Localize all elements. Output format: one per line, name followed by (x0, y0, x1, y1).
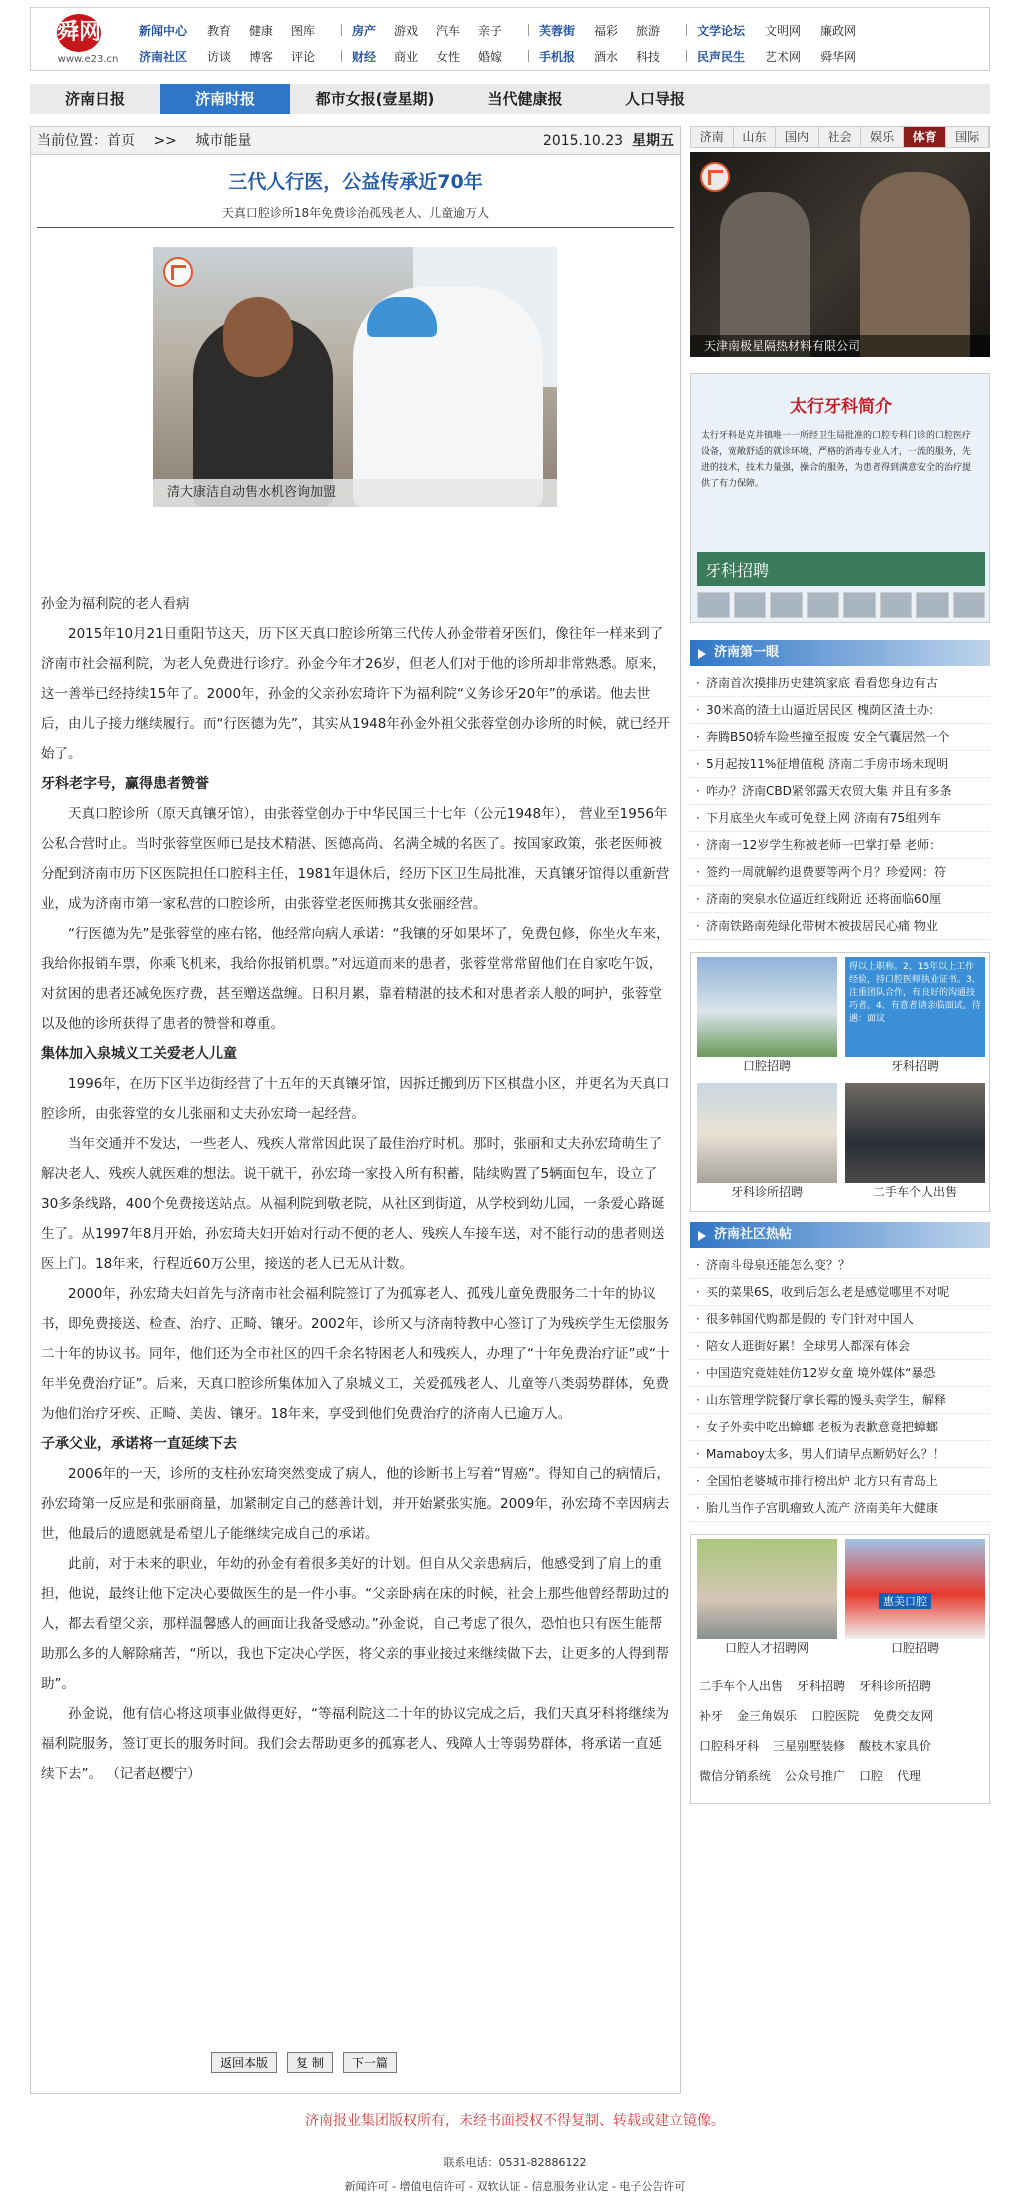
grid-caption[interactable]: 口腔人才招聘网 (724, 1641, 809, 1655)
nav-link[interactable]: 评论 (291, 49, 316, 64)
grid-cell[interactable] (697, 1539, 837, 1657)
paper-tab[interactable]: 都市女报(壹星期) (315, 90, 435, 108)
nav-link[interactable]: 访谈 (207, 49, 232, 64)
nav-link[interactable]: 酒水 (594, 49, 619, 64)
section-heading: 牙科老字号，赢得患者赞誉 (41, 776, 209, 792)
list-item[interactable]: · 下月底坐火车或可免登上网 济南有75组列车 (690, 805, 990, 832)
grid-cell[interactable] (697, 1083, 837, 1201)
article-photo[interactable] (153, 247, 557, 507)
list-item[interactable]: · 陪女人逛街好累！全球男人都深有体会 (690, 1333, 990, 1360)
news-tab[interactable]: 国际 (946, 127, 989, 147)
car-image (845, 1083, 985, 1183)
news-tab[interactable]: 济南 (691, 127, 734, 147)
grid-cell[interactable] (845, 1083, 985, 1201)
paragraph: 当年交通并不发达，一些老人、残疾人常常因此误了最佳治疗时机。那时，张丽和丈夫孙宏琦萌生了解决老人、残疾人就医难的想法。说干就干，孙宏琦一家投入所有积蓄，陆续购置了5辆面包车，设立了30多条线路，400个免费接送站点。从福利院到敬老院，从社区到街道，从学校到幼儿园，一条爱心路诞生了。从1997年8月开始，孙宏琦夫妇开始对行动不便的老人、残疾人车接车送，对不能行动的患者则送医上门。18年来，行程近60万公里，接送的老人已无从计数。 (41, 1136, 665, 1272)
list-item[interactable]: · 全国怕老婆城市排行榜出炉 北方只有青岛上 (690, 1468, 990, 1495)
paragraph: 孙金说，他有信心将这项事业做得更好，“等福利院这二十年的协议完成之后，我们天真牙科将继续为福利院服务，签订更长的服务时间。我们会去帮助更多的孤寡老人、残障人士等弱势群体，将承诺一直延续下去”。 （记者赵樱宁） (41, 1706, 669, 1782)
list-item[interactable]: · 很多韩国代购都是假的 专门针对中国人 (690, 1306, 990, 1333)
grid-caption[interactable]: 牙科诊所招聘 (730, 1185, 803, 1199)
ad-link[interactable]: 免费交友网 (873, 1709, 934, 1723)
grid-cell[interactable] (845, 1539, 985, 1657)
nav-link[interactable]: 女性 (436, 49, 461, 64)
nav-link[interactable]: 博客 (249, 49, 274, 64)
paragraph: 1996年，在历下区半边街经营了十五年的天真镶牙馆，因拆迁搬到历下区棋盘小区，并更名为天真口腔诊所，由张蓉堂的女儿张丽和丈夫孙宏琦一起经营。 (41, 1076, 670, 1122)
zoom-icon[interactable] (700, 162, 730, 192)
top-navigation (30, 7, 990, 71)
nav-link[interactable]: 旅游 (636, 23, 661, 38)
nav-link[interactable]: 手机报 (539, 49, 576, 64)
list-item[interactable]: · 签约一周就解约退费要等两个月？珍爱网：符 (690, 859, 990, 886)
list-item[interactable]: · 山东管理学院餐厅拿长霉的馒头卖学生，解释 (690, 1387, 990, 1414)
article-body (41, 589, 673, 1789)
image-person-left (720, 192, 810, 357)
copyright: 济南报业集团版权所有，未经书面授权不得复制、转载或建立镜像。 (305, 2113, 725, 2129)
nav-link[interactable]: 汽车 (436, 23, 461, 38)
nav-link[interactable]: 文明网 (765, 23, 802, 38)
grid-cell[interactable] (845, 957, 985, 1075)
list-item[interactable]: · 中国造究竟娃娃仿12岁女童 境外媒体“暴恐 (690, 1360, 990, 1387)
paper-tab[interactable]: 人口导报 (624, 90, 685, 108)
paragraph: 2000年，孙宏琦夫妇首先与济南市社会福利院签订了为孤寡老人、孤残儿童免费服务二十年的协议书，即免费接送、检查、治疗、正畸、镶牙。2002年，诊所又与济南特教中心签订了为残疾学生无偿服务二十年的协议书。同年，他们还为全市社区的四千余名特困老人和残疾人，办理了“十年免费治疗证”或“十年半免费治疗证”。后来，天真口腔诊所集体加入了泉城义工，关爱孤残老人、儿童等八类弱势群体，免费为他们治疗牙疾、正畸、美齿、镶牙。18年来，享受到他们免费治疗的济南人已逾万人。 (41, 1286, 670, 1422)
nav-link[interactable]: 健康 (249, 23, 274, 38)
sidebar-feature-image[interactable] (690, 152, 990, 357)
article-actions (211, 2052, 397, 2073)
nav-link[interactable]: 婚嫁 (478, 49, 503, 64)
grid-caption[interactable]: 牙科招聘 (890, 1059, 939, 1073)
paragraph: 2006年的一天，诊所的支柱孙宏琦突然变成了病人，他的诊断书上写着“胃癌”。得知自己的病情后，孙宏琦第一反应是和张丽商量，加紧制定自己的慈善计划，并开始紧张实施。2009年，孙宏琦不幸因病去世，他最后的遗愿就是希望儿子能继续完成自己的承诺。 (41, 1466, 670, 1542)
image-person-right (860, 172, 970, 357)
ad-thumb[interactable] (843, 592, 876, 618)
back-to-section-button[interactable]: 返回本版 (211, 2052, 277, 2073)
ad-link[interactable]: 二手车个人出售 (699, 1679, 784, 1693)
logo-url: www.e23.cn (57, 54, 119, 65)
section-heading: 集体加入泉城义工关爱老人儿童 (41, 1046, 237, 1062)
grid-cell[interactable] (697, 957, 837, 1075)
paragraph: 2015年10月21日重阳节这天，历下区天真口腔诊所第三代传人孙金带着牙医们，像往年一样来到了济南市社会福利院，为老人免费进行诊疗。孙金今年才26岁，但老人们对于他的诊所却非常熟悉。原来，这一善举已经持续15年了。2000年，孙金的父亲孙宏琦许下为福利院“义务诊牙20年”的承诺。他去世后，由儿子接力继续履行。而“行医德为先”，其实从1948年孙金外祖父张蓉堂创办诊所的时候，就已经开始了。 (41, 626, 670, 762)
paragraph: “行医德为先”是张蓉堂的座右铭，他经常向病人承诺：“我镶的牙如果坏了，免费包修，你坐火车来，我给你报销车票，你乘飞机来，我给你报销机票。”对远道而来的患者，张蓉堂常常留他们在自家吃午饭，对贫困的患者还减免医疗费，甚至赠送盘缠。日积月累，靠着精湛的技术和对患者亲人般的呵护，张蓉堂以及他的诊所获得了患者的赞誉和尊重。 (41, 926, 670, 1032)
nav-separator (528, 24, 529, 36)
nav-link[interactable]: 济南社区 (139, 49, 188, 64)
ad-link[interactable]: 代理 (897, 1769, 922, 1783)
news-tab[interactable]: 国内 (776, 127, 819, 147)
page-date (543, 127, 674, 155)
nav-link[interactable]: 科技 (636, 49, 661, 64)
list-item[interactable]: · 胎儿当作子宫肌瘤致人流产 济南美年大健康 (690, 1495, 990, 1522)
ad-link[interactable]: 三星别墅装修 (773, 1739, 846, 1753)
ad-link[interactable]: 金三角娱乐 (737, 1709, 798, 1723)
news-tab[interactable]: 娱乐 (861, 127, 904, 147)
site-logo[interactable] (43, 14, 133, 66)
link-row (699, 1761, 989, 1791)
ad-thumb[interactable] (697, 592, 730, 618)
grid-caption[interactable]: 口腔招聘 (742, 1059, 791, 1073)
ad-band-label: 牙科招聘 (705, 561, 770, 580)
nav-link[interactable]: 芙蓉街 (539, 23, 576, 38)
article-subtitle: 天真口腔诊所18年免费诊治孤残老人、儿童逾万人 (221, 206, 490, 220)
street-image (697, 1083, 837, 1183)
ad-link[interactable]: 公众号推广 (785, 1769, 846, 1783)
link-row (699, 1701, 989, 1731)
nav-row-1 (139, 20, 989, 40)
nav-link[interactable]: 文学论坛 (697, 23, 746, 38)
paragraph: 此前，对于未来的职业，年幼的孙金有着很多美好的计划。但自从父亲患病后，他感受到了肩上的重担，他说，最终让他下定决心要做医生的是一件小事。“父亲卧病在床的时候，社会上那些他曾经帮助过的人，都去看望父亲，那样温馨感人的画面让我备受感动。”孙金说，自己考虑了很久，恐怕也只有医生能帮助那么多的人解除痛苦，“所以，我也下定决心学医，将父亲的事业接过来继续做下去，让更多的人得到帮助”。 (41, 1556, 669, 1692)
list-item[interactable]: · 买的菜果6S，收到后怎么老是感觉哪里不对呢 (690, 1279, 990, 1306)
photo-ad-caption[interactable]: 清大康洁自动售水机咨询加盟 (153, 479, 557, 507)
section-title-community (690, 1222, 990, 1248)
paragraph: 天真口腔诊所（原天真镶牙馆），由张蓉堂创办于中华民国三十七年（公元1948年）， 营业至1956年公私合营时止。当时张蓉堂医师已是技术精湛、医德高尚、名满全城的名医了。按国家政策，张老医师被分配到济南市历下区医院担任口腔科主任，1981年退休后，经历下区卫生局批准，天真镶牙馆得以重新营业，成为济南市第一家私营的口腔诊所，由张蓉堂老医师携其女张丽经营。 (41, 806, 670, 912)
breadcrumb (31, 127, 680, 155)
ad-band (697, 552, 985, 586)
list-item[interactable]: · 济南斗母泉还能怎么变？？ (690, 1252, 990, 1279)
list-item[interactable]: · 济南一12岁学生称被老师一巴掌打晕 老师： (690, 832, 990, 859)
nav-link[interactable]: 福彩 (594, 23, 619, 38)
ad-thumb[interactable] (807, 592, 840, 618)
nav-link[interactable]: 财经 (352, 49, 377, 64)
list-item[interactable]: · 济南的突泉水位逼近红线附近 还将面临60厘 (690, 886, 990, 913)
clinic-image (845, 1539, 985, 1639)
ad-link[interactable]: 口腔 (859, 1769, 884, 1783)
list-item[interactable]: · 济南铁路南苑绿化带树木被拔居民心痛 物业 (690, 913, 990, 940)
nav-link[interactable]: 房产 (352, 23, 377, 38)
date-value: 2015.10.23 (542, 133, 624, 149)
ad-thumbnails (697, 592, 985, 618)
list-item[interactable]: · 济南首次摸排历史建筑家底 看看您身边有古 (690, 670, 990, 697)
zoom-icon[interactable] (163, 257, 193, 287)
ad-thumb[interactable] (770, 592, 803, 618)
feature-image-caption[interactable]: 天津南极星隔热材料有限公司 (690, 335, 990, 357)
ads-panel (690, 1534, 990, 1804)
building-image (697, 957, 837, 1057)
newspaper-tabs (30, 84, 990, 114)
news-tabs (690, 126, 990, 148)
ad-thumb[interactable] (880, 592, 913, 618)
title-divider (37, 227, 674, 228)
news-list (690, 670, 990, 940)
photo-intro: 孙金为福利院的老人看病 (41, 596, 190, 612)
ad-link[interactable]: 微信分销系统 (699, 1769, 772, 1783)
ad-title: 太行牙科简介 (790, 397, 892, 417)
nav-link[interactable]: 艺术网 (765, 49, 802, 64)
recruit-grid (690, 952, 990, 1212)
ad-thumb[interactable] (953, 592, 986, 618)
paper-tab[interactable]: 济南日报 (64, 90, 125, 108)
ad-link[interactable]: 酸枝木家具价 (859, 1739, 932, 1753)
link-row (699, 1671, 989, 1701)
nav-separator (686, 50, 687, 62)
nav-link[interactable]: 廉政网 (820, 23, 857, 38)
ad-link[interactable]: 口腔科牙科 (699, 1739, 760, 1753)
copy-button[interactable]: 复 制 (287, 2052, 333, 2073)
ad-link[interactable]: 牙科招聘 (797, 1679, 846, 1693)
clinic-sign: 惠美口腔 (879, 1593, 931, 1609)
nav-separator (341, 24, 342, 36)
grid-caption[interactable]: 口腔招聘 (890, 1641, 939, 1655)
nav-link[interactable]: 图库 (291, 23, 316, 38)
nav-link[interactable]: 新闻中心 (139, 23, 188, 38)
weekday: 星期五 (632, 133, 674, 149)
article-title: 三代人行医，公益传承近70年 (228, 171, 483, 193)
grid-caption[interactable]: 二手车个人出售 (872, 1185, 957, 1199)
logo-mark: 舜网 (57, 14, 101, 52)
section-title-jinan-first-look (690, 640, 990, 666)
ad-link[interactable]: 牙科诊所招聘 (859, 1679, 932, 1693)
ad-thumb[interactable] (734, 592, 767, 618)
news-tab[interactable]: 社会 (819, 127, 862, 147)
ad-link[interactable]: 补牙 (699, 1709, 724, 1723)
ad-links (699, 1671, 989, 1791)
contact-phone: 联系电话：0531-82886122 (443, 2156, 587, 2169)
nav-link[interactable]: 亲子 (478, 23, 503, 38)
nav-link[interactable]: 教育 (207, 23, 232, 38)
nav-link[interactable]: 游戏 (394, 23, 419, 38)
list-item[interactable]: · Mamaboy太多，男人们请早点断奶好么？！ (690, 1441, 990, 1468)
nav-separator (341, 50, 342, 62)
paper-tab[interactable]: 当代健康报 (487, 90, 563, 108)
dental-ad[interactable] (690, 373, 990, 623)
nav-link[interactable]: 民声民生 (697, 49, 746, 64)
section-title-text: 济南第一眼 (714, 645, 780, 660)
nav-row-2 (139, 46, 989, 66)
list-item[interactable]: · 5月起按11%征增值税 济南二手房市场未现明 (690, 751, 990, 778)
list-item[interactable]: · 30米高的渣土山逼近居民区 槐荫区渣土办: (690, 697, 990, 724)
list-item[interactable]: · 奔腾B50轿车险些撞至报废 安全气囊居然一个 (690, 724, 990, 751)
list-item[interactable]: · 女子外卖中吃出蟑螂 老板为表歉意竟把蟑螂 (690, 1414, 990, 1441)
photo-patient-head (223, 297, 293, 377)
news-tab[interactable]: 山东 (734, 127, 777, 147)
ad-text: 太行牙科是克井镇唯一一所经卫生局批准的口腔专科门诊的口腔医疗设备，宽敞舒适的就诊环境，严格的消毒专业人才，一流的服务，先进的技术，技术力量强，操合的服务，为患者得到满意安全的治疗提供了有力保障。 (701, 431, 972, 489)
recruit-notice-image: 得以上职称。2、15年以上工作经验，持口腔医师执业证书。3、注重团队合作，有良好的沟通技巧者。4、有意者请亲临面试。待遇：面议 (845, 957, 985, 1057)
section-title-text: 济南社区热帖 (714, 1227, 793, 1242)
nav-link[interactable]: 商业 (394, 49, 419, 64)
news-tab[interactable]: 体育 (904, 127, 947, 147)
woman-image (697, 1539, 837, 1639)
section-heading: 子承父业，承诺将一直延续下去 (41, 1436, 237, 1452)
breadcrumb-sep: >> (153, 133, 177, 149)
list-item[interactable]: · 咋办？济南CBD紧邻露天农贸大集 并且有多条 (690, 778, 990, 805)
license-links[interactable]: 新闻许可 - 增值电信许可 - 双软认证 - 信息服务业认定 - 电子公告许可 (344, 2180, 686, 2193)
nav-link[interactable]: 舜华网 (820, 49, 857, 64)
nav-separator (528, 50, 529, 62)
ad-link[interactable]: 口腔医院 (811, 1709, 860, 1723)
next-article-button[interactable]: 下一篇 (343, 2052, 397, 2073)
ad-thumb[interactable] (916, 592, 949, 618)
breadcrumb-home[interactable]: 当前位置：首页 (37, 133, 135, 149)
link-row (699, 1731, 989, 1761)
paper-tab[interactable]: 济南时报 (160, 84, 290, 114)
nav-separator (686, 24, 687, 36)
breadcrumb-section[interactable]: 城市能量 (195, 133, 252, 149)
article-panel (30, 126, 681, 2094)
hot-posts-list (690, 1252, 990, 1522)
